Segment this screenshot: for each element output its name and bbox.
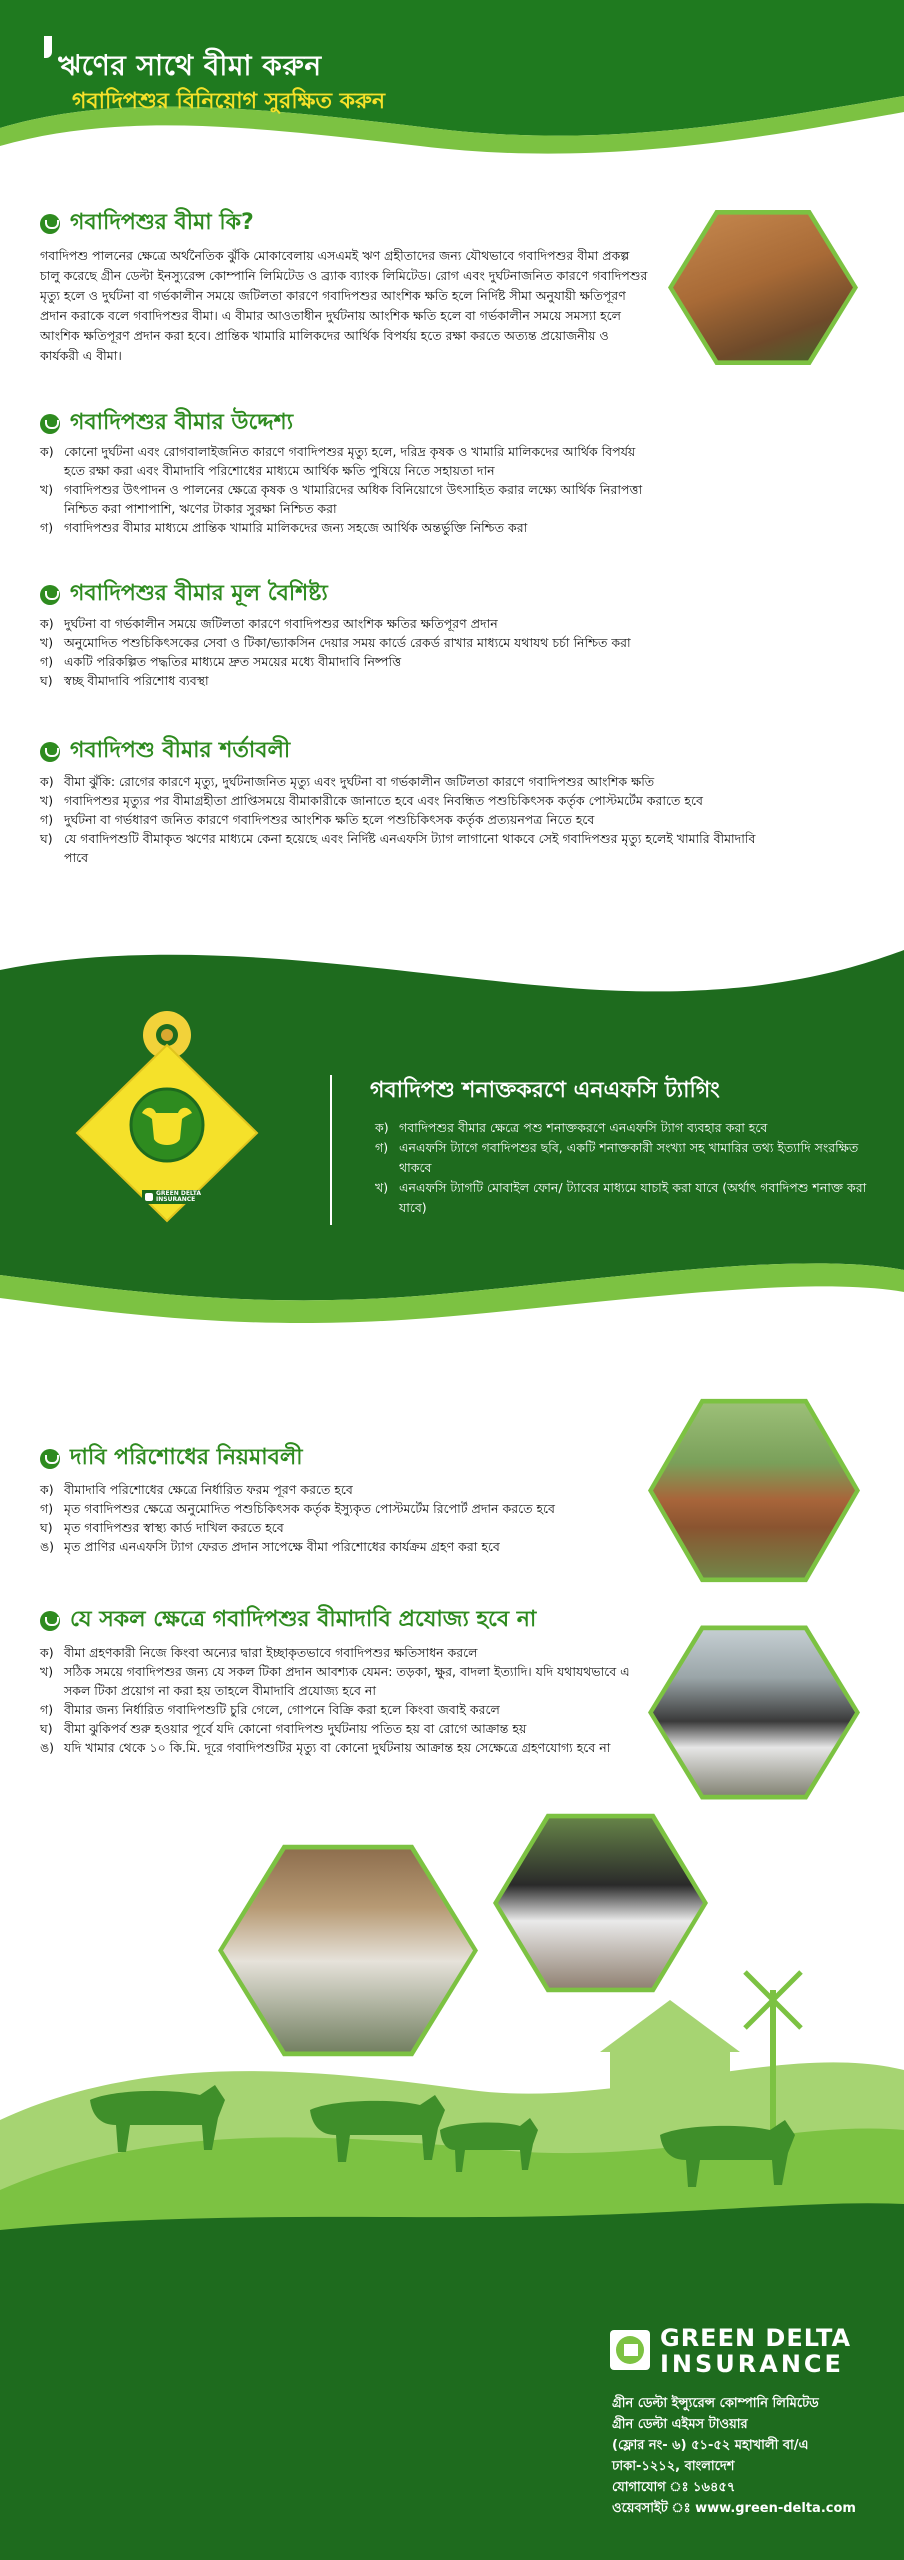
cow-bullet-icon: [40, 585, 60, 605]
list-item: খ) গবাদিপশুর মৃত্যুর পর বীমাগ্রহীতা প্রাপ্তিসময়ে বীমাকারীকে জানাতে হবে এবং নিবন্ধিত পশুচিকিৎসক কর্তৃক পোস্টমর্টেম করাতে হবে: [40, 793, 703, 808]
list-item: খ) এনএফসি ট্যাগটি মোবাইল ফোন/ ট্যাবের মাধ্যমে যাচাই করা যাবে (অর্থাৎ গবাদিপশু শনাক্ত করা যাবে): [375, 1180, 867, 1215]
cow-bullet-icon: [40, 742, 60, 762]
address-line: (ফ্লোর নং- ৬) ৫১-৫২ মহাখালী বা/এ: [612, 2438, 809, 2453]
cow-photo-hex-2: [648, 1393, 860, 1588]
list-item: গ) বীমার জন্য নির্ধারিত গবাদিপশুটি চুরি গেলে, গোপনে বিক্রি করা হলে কিংবা জবাই করলে: [40, 1702, 500, 1717]
exclusions-list: [40, 1643, 640, 1757]
cow-bullet-icon: [40, 214, 60, 234]
cow-bullet-icon: [40, 414, 60, 434]
list-item: ঘ) যে গবাদিপশুটি বীমাকৃত ঋণের মাধ্যমে কেনা হয়েছে এবং নির্দিষ্ট এনএফসি ট্যাগ লাগানো থাকবে সেই গবাদিপশুর মৃত্যু হলেই খামারি বীমাদাবি পাবে: [40, 831, 756, 865]
nfc-divider: [330, 1075, 332, 1225]
footer-logo-line2: INSURANCE: [660, 2350, 844, 2378]
list-item: গ) এনএফসি ট্যাগে গবাদিপশুর ছবি, একটি শনাক্তকারী সংখ্যা সহ খামারির তথ্য ইত্যাদি সংরক্ষিত থাকবে: [375, 1140, 859, 1175]
address-line: গ্রীন ডেল্টা এইমস টাওয়ার: [612, 2417, 748, 2432]
address-line: গ্রীন ডেল্টা ইন্স্যুরেন্স কোম্পানি লিমিটেড: [612, 2396, 819, 2411]
list-item: ক) কোনো দুর্ঘটনা এবং রোগবালাইজনিত কারণে গবাদিপশুর মৃত্যু হলে, দরিদ্র কৃষক ও খামারি মালিকদের আর্থিক বিপর্যয় হতে রক্ষা করা এবং বীমাদাবি পরিশোধের মাধ্যমে আর্থিক ক্ষতি পুষিয়ে নিতে সহায়তা দান: [40, 444, 636, 478]
list-item: ঙ) মৃত প্রাণির এনএফসি ট্যাগ ফেরত প্রদান সাপেক্ষে বীমা পরিশোধের কার্যক্রম গ্রহণ করা হবে: [40, 1539, 500, 1554]
section-claims-title: দাবি পরিশোধের নিয়মাবলী: [70, 1445, 303, 1470]
section-features-title: গবাদিপশুর বীমার মূল বৈশিষ্ট্য: [70, 581, 328, 606]
list-item: খ) গবাদিপশুর উৎপাদন ও পালনের ক্ষেত্রে কৃষক ও খামারিদের অধিক বিনিয়োগে উৎসাহিত করার লক্ষ্যে আর্থিক নিরাপত্তা নিশ্চিত করা পাশাপাশি, ঋণের টাকার সুরক্ষা নিশ্চিত করা: [40, 482, 643, 516]
header-title: ঋণের সাথে বীমা করুন: [58, 49, 322, 82]
section-exclusions-heading: [40, 1602, 536, 1639]
address-line: ঢাকা-১২১২, বাংলাদেশ: [612, 2459, 735, 2474]
cow-bullet-icon: [40, 1611, 60, 1631]
list-item: গ) মৃত গবাদিপশুর ক্ষেত্রে অনুমোদিত পশুচিকিৎসক কর্তৃক ইস্যুকৃত পোস্টমর্টেম রিপোর্ট প্রদান করতে হবে: [40, 1501, 556, 1516]
section-purpose-title: গবাদিপশুর বীমার উদ্দেশ্য: [70, 410, 294, 435]
cow-photo-hex-3: [648, 1620, 860, 1805]
footer-logo-line1: GREEN DELTA: [660, 2324, 852, 2352]
section-what-heading: [40, 205, 254, 242]
footer-address: [612, 2393, 892, 2519]
section-what-title: গবাদিপশুর বীমা কি?: [70, 210, 254, 235]
cow-photo-hex-1: [668, 205, 858, 370]
section-conditions-heading: [40, 733, 290, 770]
list-item: ক) বীমা ঝুঁকি: রোগের কারণে মৃত্যু, দুর্ঘটনাজনিত মৃত্যু এবং দুর্ঘটনা বা গর্ভকালীন জটিলতা কারণে গবাদিপশুর আংশিক ক্ষতি: [40, 774, 655, 789]
list-item: ঘ) মৃত গবাদিপশুর স্বাস্থ্য কার্ড দাখিল করতে হবে: [40, 1520, 284, 1535]
nfc-tag-brand-text: GREEN DELTA INSURANCE: [156, 1190, 202, 1203]
list-item: ঘ) স্বচ্ছ বীমাদাবি পরিশোধ ব্যবস্থা: [40, 673, 209, 688]
purpose-list: [40, 442, 660, 537]
nfc-list: [375, 1118, 875, 1218]
claims-list: [40, 1480, 640, 1556]
section-claims-heading: [40, 1440, 303, 1477]
section-conditions-title: গবাদিপশু বীমার শর্তাবলী: [70, 738, 291, 763]
list-item: ঙ) যদি খামার থেকে ১০ কি.মি. দূরে গবাদিপশুটির মৃত্যু বা কোনো দুর্ঘটনায় আক্রান্ত হয় সেক্ষেত্রে গ্রহণযোগ্য হবে না: [40, 1740, 611, 1755]
list-item: ক) বীমাদাবি পরিশোধের ক্ষেত্রে নির্ধারিত ফরম পূরণ করতে হবে: [40, 1482, 353, 1497]
list-item: ক) বীমা গ্রহণকারী নিজে কিংবা অন্যের দ্বারা ইচ্ছাকৃতভাবে গবাদিপশুর ক্ষতিসাধন করলে: [40, 1645, 478, 1660]
list-item: ক) গবাদিপশুর বীমার ক্ষেত্রে পশু শনাক্তকরণে এনএফসি ট্যাগ ব্যবহার করা হবে: [375, 1120, 768, 1135]
features-list: [40, 614, 760, 690]
nfc-title: গবাদিপশু শনাক্তকরণে এনএফসি ট্যাগিং: [370, 1078, 720, 1103]
list-item: খ) সঠিক সময়ে গবাদিপশুর জন্য যে সকল টিকা প্রদান আবশ্যক যেমন: তড়কা, ক্ষুর, বাদলা ইত্যাদি। যদি যথাযথভাবে এ সকল টিকা প্রয়োগ না করা হয় তাহলে বীমাদাবি প্রযোজ্য হবে না: [40, 1664, 630, 1698]
list-item: খ) অনুমোদিত পশুচিকিৎসকের সেবা ও টিকা/ভ্যাকসিন দেয়ার সময় কার্ডে রেকর্ড রাখার মাধ্যমে যথাযথ চর্চা নিশ্চিত করা: [40, 635, 631, 650]
gd-logo-mini-icon: [145, 1193, 153, 1201]
list-item: গ) একটি পরিকল্পিত পদ্ধতির মাধ্যমে দ্রুত সময়ের মধ্যে বীমাদাবি নিষ্পত্তি: [40, 654, 402, 669]
cow-bullet-icon: [40, 1449, 60, 1469]
list-item: ক) দুর্ঘটনা বা গর্ভকালীন সময়ে জটিলতা কারণে গবাদিপশুর আংশিক ক্ষতির ক্ষতিপূরণ প্রদান: [40, 616, 498, 631]
section-purpose-heading: [40, 405, 293, 442]
list-item: গ) গবাদিপশুর বীমার মাধ্যমে প্রান্তিক খামারি মালিকদের জন্য সহজে আর্থিক অন্তর্ভুক্তি নিশ্চিত করা: [40, 520, 528, 535]
section-exclusions-title: যে সকল ক্ষেত্রে গবাদিপশুর বীমাদাবি প্রযোজ্য হবে না: [70, 1607, 537, 1632]
website-link[interactable]: ওয়েবসাইট ঃ www.green-delta.com: [612, 2501, 856, 2516]
section-what-paragraph: গবাদিপশু পালনের ক্ষেত্রে অর্থনৈতিক ঝুঁকি মোকাবেলায় এসএমই ঋণ গ্রহীতাদের জন্য যৌথভাবে গবাদিপশুর বীমা প্রকল্প চালু করেছে গ্রীন ডেল্টা ইনস্যুরেন্স কোম্পানি লিমিটেড ও ব্র্যাক ব্যাংক লিমিটেড। রোগ এবং দুর্ঘটনাজনিত কারণে গবাদিপশুর মৃত্যু হলে ও দুর্ঘটনা বা গর্ভকালীন সময়ে জটিলতা কারণে গবাদিপশুর আংশিক ক্ষতি হলে নির্দিষ্ট সীমা অনুযায়ী ক্ষতিপূরণ প্রদান করাকে বলে গবাদিপশুর বীমা। এ বীমার আওতাধীন দুর্ঘটনায় আংশিক ক্ষতি হলে বা গর্ভকালীন সময়ে সমস্যা হলে আংশিক ক্ষতিপূরণ প্রদান করা হবে। প্রান্তিক খামারি মালিকদের আর্থিক বিপর্যয় হতে রক্ষা করতে অত্যন্ত প্রয়োজনীয় ও কার্যকরী এ বীমা।: [40, 248, 648, 363]
nfc-tag-brand: [142, 1190, 216, 1204]
list-item: গ) দুর্ঘটনা বা গর্ভধারণ জনিত কারণে গবাদিপশুর আংশিক ক্ষতি হলে পশুচিকিৎসক কর্তৃক প্রত্যয়নপত্র নিতে হবে: [40, 812, 595, 827]
header-subtitle: গবাদিপশুর বিনিয়োগ সুরক্ষিত করুন: [72, 89, 386, 114]
conditions-list: [40, 772, 780, 867]
list-item: ঘ) বীমা ঝুকিপর্ব শুরু হওয়ার পূর্বে যদি কোনো গবাদিপশু দুর্ঘটনায় পতিত হয় বা রোগে আক্রান্ত হয়: [40, 1721, 527, 1736]
address-line: যোগাযোগ ঃ ১৬৪৫৭: [612, 2480, 736, 2495]
header-accent-mark: [44, 36, 52, 58]
section-features-heading: [40, 576, 328, 613]
gd-logo-icon: [610, 2330, 650, 2370]
